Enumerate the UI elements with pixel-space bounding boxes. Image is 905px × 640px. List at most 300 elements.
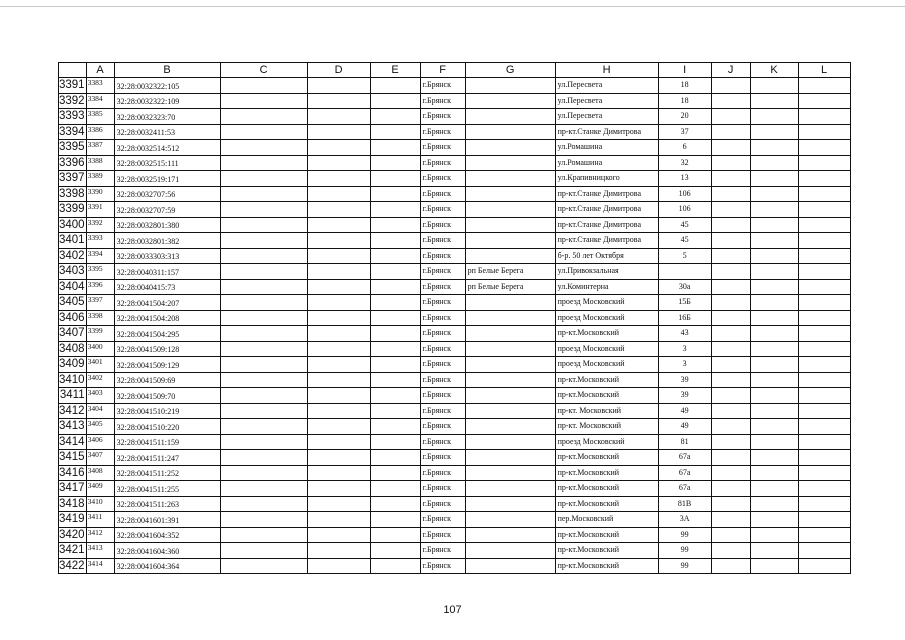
cell-f[interactable]: г.Брянск bbox=[420, 295, 465, 311]
cell-l[interactable] bbox=[798, 388, 850, 404]
cell-g[interactable]: рп Белые Берега bbox=[465, 279, 555, 295]
cell-d[interactable] bbox=[307, 388, 370, 404]
cell-f[interactable]: г.Брянск bbox=[420, 109, 465, 125]
row-number[interactable]: 3408 bbox=[59, 342, 85, 355]
cell-j[interactable] bbox=[711, 558, 750, 574]
cell-a[interactable]: 3386 bbox=[86, 124, 114, 140]
cell-h[interactable]: пр-кт.Московский bbox=[555, 527, 658, 543]
cell-a[interactable]: 3394 bbox=[86, 248, 114, 264]
cell-e[interactable] bbox=[370, 558, 420, 574]
cell-e[interactable] bbox=[370, 93, 420, 109]
cell-a[interactable]: 3393 bbox=[86, 233, 114, 249]
row-number[interactable]: 3406 bbox=[59, 311, 85, 324]
cell-k[interactable] bbox=[750, 78, 798, 94]
cell-c[interactable] bbox=[220, 512, 307, 528]
cell-d[interactable] bbox=[307, 171, 370, 187]
cell-a[interactable]: 3384 bbox=[86, 93, 114, 109]
cell-b[interactable]: 32:28:0041511:255 bbox=[114, 481, 220, 497]
cell-c[interactable] bbox=[220, 403, 307, 419]
cell-j[interactable] bbox=[711, 419, 750, 435]
cell-f[interactable]: г.Брянск bbox=[420, 341, 465, 357]
cell-h[interactable]: пр-кт.Станке Димитрова bbox=[555, 124, 658, 140]
cell-e[interactable] bbox=[370, 279, 420, 295]
cell-h[interactable]: ул.Ромашина bbox=[555, 155, 658, 171]
cell-j[interactable] bbox=[711, 248, 750, 264]
cell-h[interactable]: пр-кт.Московский bbox=[555, 326, 658, 342]
cell-l[interactable] bbox=[798, 403, 850, 419]
cell-c[interactable] bbox=[220, 434, 307, 450]
cell-d[interactable] bbox=[307, 124, 370, 140]
cell-k[interactable] bbox=[750, 341, 798, 357]
cell-d[interactable] bbox=[307, 109, 370, 125]
cell-l[interactable] bbox=[798, 295, 850, 311]
cell-g[interactable] bbox=[465, 233, 555, 249]
cell-h[interactable]: пр-кт.Московский bbox=[555, 481, 658, 497]
cell-e[interactable] bbox=[370, 527, 420, 543]
cell-i[interactable]: 67а bbox=[658, 481, 711, 497]
cell-g[interactable] bbox=[465, 481, 555, 497]
cell-k[interactable] bbox=[750, 279, 798, 295]
cell-e[interactable] bbox=[370, 171, 420, 187]
cell-c[interactable] bbox=[220, 388, 307, 404]
cell-j[interactable] bbox=[711, 217, 750, 233]
cell-f[interactable]: г.Брянск bbox=[420, 558, 465, 574]
cell-k[interactable] bbox=[750, 434, 798, 450]
cell-a[interactable]: 3413 bbox=[86, 543, 114, 559]
cell-i[interactable]: 49 bbox=[658, 419, 711, 435]
cell-h[interactable]: проезд Московский bbox=[555, 310, 658, 326]
cell-c[interactable] bbox=[220, 295, 307, 311]
cell-a[interactable]: 3400 bbox=[86, 341, 114, 357]
cell-h[interactable]: пр-кт.Станке Димитрова bbox=[555, 202, 658, 218]
cell-k[interactable] bbox=[750, 512, 798, 528]
cell-j[interactable] bbox=[711, 233, 750, 249]
cell-j[interactable] bbox=[711, 279, 750, 295]
cell-b[interactable]: 32:28:0032514:512 bbox=[114, 140, 220, 156]
cell-d[interactable] bbox=[307, 450, 370, 466]
cell-k[interactable] bbox=[750, 403, 798, 419]
cell-b[interactable]: 32:28:0032322:105 bbox=[114, 78, 220, 94]
cell-j[interactable] bbox=[711, 512, 750, 528]
cell-j[interactable] bbox=[711, 124, 750, 140]
cell-a[interactable]: 3405 bbox=[86, 419, 114, 435]
cell-f[interactable]: г.Брянск bbox=[420, 217, 465, 233]
cell-k[interactable] bbox=[750, 248, 798, 264]
cell-b[interactable]: 32:28:0041601:391 bbox=[114, 512, 220, 528]
cell-e[interactable] bbox=[370, 419, 420, 435]
cell-h[interactable]: б-р. 50 лет Октября bbox=[555, 248, 658, 264]
cell-e[interactable] bbox=[370, 481, 420, 497]
row-number[interactable]: 3398 bbox=[59, 187, 85, 200]
cell-l[interactable] bbox=[798, 78, 850, 94]
cell-j[interactable] bbox=[711, 388, 750, 404]
cell-d[interactable] bbox=[307, 543, 370, 559]
cell-h[interactable]: ул.Пересвета bbox=[555, 109, 658, 125]
cell-l[interactable] bbox=[798, 558, 850, 574]
cell-a[interactable]: 3390 bbox=[86, 186, 114, 202]
cell-d[interactable] bbox=[307, 496, 370, 512]
cell-c[interactable] bbox=[220, 140, 307, 156]
cell-a[interactable]: 3411 bbox=[86, 512, 114, 528]
cell-k[interactable] bbox=[750, 388, 798, 404]
cell-k[interactable] bbox=[750, 543, 798, 559]
cell-c[interactable] bbox=[220, 341, 307, 357]
cell-g[interactable] bbox=[465, 326, 555, 342]
cell-h[interactable]: проезд Московский bbox=[555, 341, 658, 357]
cell-i[interactable]: 67а bbox=[658, 450, 711, 466]
cell-i[interactable]: 5 bbox=[658, 248, 711, 264]
cell-g[interactable] bbox=[465, 372, 555, 388]
cell-l[interactable] bbox=[798, 217, 850, 233]
cell-a[interactable]: 3403 bbox=[86, 388, 114, 404]
row-number[interactable]: 3404 bbox=[59, 280, 85, 293]
column-header-j[interactable]: J bbox=[711, 63, 750, 78]
row-number[interactable]: 3396 bbox=[59, 156, 85, 169]
column-header-a[interactable]: A bbox=[86, 63, 114, 78]
cell-d[interactable] bbox=[307, 357, 370, 373]
cell-l[interactable] bbox=[798, 186, 850, 202]
row-number[interactable]: 3402 bbox=[59, 249, 85, 262]
cell-k[interactable] bbox=[750, 481, 798, 497]
cell-a[interactable]: 3407 bbox=[86, 450, 114, 466]
cell-i[interactable]: 81 bbox=[658, 434, 711, 450]
cell-c[interactable] bbox=[220, 78, 307, 94]
cell-f[interactable]: г.Брянск bbox=[420, 202, 465, 218]
cell-l[interactable] bbox=[798, 357, 850, 373]
cell-c[interactable] bbox=[220, 558, 307, 574]
row-number[interactable]: 3411 bbox=[59, 389, 85, 402]
cell-i[interactable]: 37 bbox=[658, 124, 711, 140]
cell-e[interactable] bbox=[370, 341, 420, 357]
cell-j[interactable] bbox=[711, 202, 750, 218]
cell-k[interactable] bbox=[750, 186, 798, 202]
cell-e[interactable] bbox=[370, 248, 420, 264]
cell-c[interactable] bbox=[220, 279, 307, 295]
cell-a[interactable]: 3397 bbox=[86, 295, 114, 311]
cell-k[interactable] bbox=[750, 295, 798, 311]
cell-h[interactable]: ул.Привокзальная bbox=[555, 264, 658, 280]
cell-c[interactable] bbox=[220, 155, 307, 171]
cell-j[interactable] bbox=[711, 372, 750, 388]
cell-g[interactable] bbox=[465, 109, 555, 125]
cell-g[interactable] bbox=[465, 543, 555, 559]
column-header-g[interactable]: G bbox=[465, 63, 555, 78]
row-number[interactable]: 3412 bbox=[59, 404, 85, 417]
cell-f[interactable]: г.Брянск bbox=[420, 233, 465, 249]
cell-f[interactable]: г.Брянск bbox=[420, 155, 465, 171]
cell-g[interactable] bbox=[465, 171, 555, 187]
cell-g[interactable] bbox=[465, 434, 555, 450]
cell-e[interactable] bbox=[370, 388, 420, 404]
cell-j[interactable] bbox=[711, 434, 750, 450]
cell-g[interactable]: рп Белые Берега bbox=[465, 264, 555, 280]
cell-g[interactable] bbox=[465, 496, 555, 512]
cell-b[interactable]: 32:28:0041604:364 bbox=[114, 558, 220, 574]
cell-e[interactable] bbox=[370, 217, 420, 233]
cell-k[interactable] bbox=[750, 326, 798, 342]
cell-d[interactable] bbox=[307, 558, 370, 574]
cell-g[interactable] bbox=[465, 78, 555, 94]
cell-d[interactable] bbox=[307, 512, 370, 528]
cell-k[interactable] bbox=[750, 558, 798, 574]
cell-d[interactable] bbox=[307, 326, 370, 342]
cell-d[interactable] bbox=[307, 264, 370, 280]
cell-k[interactable] bbox=[750, 155, 798, 171]
cell-b[interactable]: 32:28:0041511:252 bbox=[114, 465, 220, 481]
cell-l[interactable] bbox=[798, 109, 850, 125]
cell-i[interactable]: 106 bbox=[658, 186, 711, 202]
cell-e[interactable] bbox=[370, 434, 420, 450]
cell-l[interactable] bbox=[798, 527, 850, 543]
cell-j[interactable] bbox=[711, 403, 750, 419]
cell-h[interactable]: пр-кт.Станке Димитрова bbox=[555, 186, 658, 202]
cell-c[interactable] bbox=[220, 124, 307, 140]
cell-f[interactable]: г.Брянск bbox=[420, 279, 465, 295]
cell-b[interactable]: 32:28:0032323:70 bbox=[114, 109, 220, 125]
cell-f[interactable]: г.Брянск bbox=[420, 186, 465, 202]
cell-f[interactable]: г.Брянск bbox=[420, 357, 465, 373]
cell-h[interactable]: ул.Коминтерна bbox=[555, 279, 658, 295]
cell-h[interactable]: пр-кт.Станке Димитрова bbox=[555, 217, 658, 233]
cell-f[interactable]: г.Брянск bbox=[420, 543, 465, 559]
cell-i[interactable]: 39 bbox=[658, 372, 711, 388]
cell-l[interactable] bbox=[798, 93, 850, 109]
cell-k[interactable] bbox=[750, 171, 798, 187]
cell-c[interactable] bbox=[220, 233, 307, 249]
cell-a[interactable]: 3383 bbox=[86, 78, 114, 94]
cell-h[interactable]: пр-кт.Московский bbox=[555, 388, 658, 404]
row-number[interactable]: 3399 bbox=[59, 203, 85, 216]
row-number[interactable]: 3421 bbox=[59, 544, 85, 557]
cell-j[interactable] bbox=[711, 496, 750, 512]
cell-l[interactable] bbox=[798, 543, 850, 559]
cell-b[interactable]: 32:28:0032707:59 bbox=[114, 202, 220, 218]
cell-i[interactable]: 45 bbox=[658, 233, 711, 249]
cell-g[interactable] bbox=[465, 357, 555, 373]
cell-h[interactable]: пр-кт.Московский bbox=[555, 558, 658, 574]
cell-a[interactable]: 3408 bbox=[86, 465, 114, 481]
cell-l[interactable] bbox=[798, 310, 850, 326]
row-number[interactable]: 3414 bbox=[59, 435, 85, 448]
cell-j[interactable] bbox=[711, 543, 750, 559]
cell-e[interactable] bbox=[370, 326, 420, 342]
cell-c[interactable] bbox=[220, 186, 307, 202]
cell-f[interactable]: г.Брянск bbox=[420, 388, 465, 404]
cell-j[interactable] bbox=[711, 341, 750, 357]
column-header-k[interactable]: K bbox=[750, 63, 798, 78]
cell-j[interactable] bbox=[711, 310, 750, 326]
cell-i[interactable]: 18 bbox=[658, 78, 711, 94]
cell-g[interactable] bbox=[465, 140, 555, 156]
cell-b[interactable]: 32:28:0033303:313 bbox=[114, 248, 220, 264]
cell-a[interactable]: 3406 bbox=[86, 434, 114, 450]
cell-c[interactable] bbox=[220, 357, 307, 373]
cell-d[interactable] bbox=[307, 140, 370, 156]
cell-c[interactable] bbox=[220, 496, 307, 512]
cell-c[interactable] bbox=[220, 481, 307, 497]
cell-f[interactable]: г.Брянск bbox=[420, 264, 465, 280]
cell-i[interactable]: 32 bbox=[658, 155, 711, 171]
cell-h[interactable]: проезд Московский bbox=[555, 295, 658, 311]
row-number[interactable]: 3400 bbox=[59, 218, 85, 231]
cell-j[interactable] bbox=[711, 357, 750, 373]
row-number[interactable]: 3407 bbox=[59, 327, 85, 340]
cell-b[interactable]: 32:28:0032519:171 bbox=[114, 171, 220, 187]
cell-l[interactable] bbox=[798, 341, 850, 357]
cell-k[interactable] bbox=[750, 233, 798, 249]
cell-g[interactable] bbox=[465, 450, 555, 466]
cell-b[interactable]: 32:28:0032801:382 bbox=[114, 233, 220, 249]
cell-k[interactable] bbox=[750, 264, 798, 280]
cell-l[interactable] bbox=[798, 155, 850, 171]
cell-a[interactable]: 3396 bbox=[86, 279, 114, 295]
cell-c[interactable] bbox=[220, 93, 307, 109]
cell-g[interactable] bbox=[465, 124, 555, 140]
cell-c[interactable] bbox=[220, 310, 307, 326]
cell-b[interactable]: 32:28:0041509:70 bbox=[114, 388, 220, 404]
row-number[interactable]: 3392 bbox=[59, 94, 85, 107]
cell-a[interactable]: 3392 bbox=[86, 217, 114, 233]
cell-c[interactable] bbox=[220, 248, 307, 264]
cell-k[interactable] bbox=[750, 465, 798, 481]
cell-j[interactable] bbox=[711, 450, 750, 466]
cell-a[interactable]: 3401 bbox=[86, 357, 114, 373]
cell-b[interactable]: 32:28:0040415:73 bbox=[114, 279, 220, 295]
cell-h[interactable]: ул.Ромашина bbox=[555, 140, 658, 156]
cell-l[interactable] bbox=[798, 202, 850, 218]
cell-d[interactable] bbox=[307, 78, 370, 94]
cell-k[interactable] bbox=[750, 93, 798, 109]
cell-d[interactable] bbox=[307, 155, 370, 171]
cell-k[interactable] bbox=[750, 496, 798, 512]
cell-b[interactable]: 32:28:0032707:56 bbox=[114, 186, 220, 202]
cell-h[interactable]: пр-кт. Московский bbox=[555, 419, 658, 435]
cell-d[interactable] bbox=[307, 233, 370, 249]
row-number[interactable]: 3393 bbox=[59, 110, 85, 123]
cell-d[interactable] bbox=[307, 465, 370, 481]
cell-h[interactable]: пр-кт.Московский bbox=[555, 450, 658, 466]
cell-i[interactable]: 49 bbox=[658, 403, 711, 419]
cell-f[interactable]: г.Брянск bbox=[420, 419, 465, 435]
cell-g[interactable] bbox=[465, 419, 555, 435]
cell-c[interactable] bbox=[220, 543, 307, 559]
cell-i[interactable]: 13 bbox=[658, 171, 711, 187]
cell-g[interactable] bbox=[465, 217, 555, 233]
cell-g[interactable] bbox=[465, 341, 555, 357]
cell-g[interactable] bbox=[465, 310, 555, 326]
cell-b[interactable]: 32:28:0041509:129 bbox=[114, 357, 220, 373]
column-header-d[interactable]: D bbox=[307, 63, 370, 78]
cell-f[interactable]: г.Брянск bbox=[420, 140, 465, 156]
cell-d[interactable] bbox=[307, 403, 370, 419]
row-number[interactable]: 3418 bbox=[59, 497, 85, 510]
cell-k[interactable] bbox=[750, 357, 798, 373]
cell-j[interactable] bbox=[711, 264, 750, 280]
cell-d[interactable] bbox=[307, 202, 370, 218]
cell-b[interactable]: 32:28:0040311:157 bbox=[114, 264, 220, 280]
cell-f[interactable]: г.Брянск bbox=[420, 527, 465, 543]
cell-i[interactable]: 15Б bbox=[658, 295, 711, 311]
cell-i[interactable]: 81В bbox=[658, 496, 711, 512]
cell-i[interactable]: 20 bbox=[658, 109, 711, 125]
cell-k[interactable] bbox=[750, 527, 798, 543]
cell-j[interactable] bbox=[711, 481, 750, 497]
cell-f[interactable]: г.Брянск bbox=[420, 372, 465, 388]
row-number[interactable]: 3401 bbox=[59, 234, 85, 247]
cell-b[interactable]: 32:28:0032411:53 bbox=[114, 124, 220, 140]
cell-d[interactable] bbox=[307, 341, 370, 357]
cell-k[interactable] bbox=[750, 310, 798, 326]
cell-j[interactable] bbox=[711, 326, 750, 342]
cell-e[interactable] bbox=[370, 403, 420, 419]
cell-e[interactable] bbox=[370, 186, 420, 202]
cell-j[interactable] bbox=[711, 171, 750, 187]
cell-g[interactable] bbox=[465, 403, 555, 419]
cell-f[interactable]: г.Брянск bbox=[420, 512, 465, 528]
cell-h[interactable]: пр-кт. Московский bbox=[555, 403, 658, 419]
row-number[interactable]: 3422 bbox=[59, 559, 85, 572]
cell-d[interactable] bbox=[307, 434, 370, 450]
cell-f[interactable]: г.Брянск bbox=[420, 403, 465, 419]
cell-i[interactable]: 106 bbox=[658, 202, 711, 218]
cell-c[interactable] bbox=[220, 419, 307, 435]
cell-b[interactable]: 32:28:0032322:109 bbox=[114, 93, 220, 109]
cell-e[interactable] bbox=[370, 543, 420, 559]
cell-h[interactable]: пр-кт.Московский bbox=[555, 372, 658, 388]
cell-b[interactable]: 32:28:0041511:159 bbox=[114, 434, 220, 450]
cell-b[interactable]: 32:28:0041504:295 bbox=[114, 326, 220, 342]
cell-e[interactable] bbox=[370, 264, 420, 280]
cell-j[interactable] bbox=[711, 295, 750, 311]
row-number[interactable]: 3420 bbox=[59, 528, 85, 541]
cell-e[interactable] bbox=[370, 512, 420, 528]
cell-d[interactable] bbox=[307, 310, 370, 326]
cell-g[interactable] bbox=[465, 155, 555, 171]
cell-f[interactable]: г.Брянск bbox=[420, 481, 465, 497]
cell-h[interactable]: пер.Московский bbox=[555, 512, 658, 528]
cell-e[interactable] bbox=[370, 155, 420, 171]
cell-i[interactable]: 99 bbox=[658, 543, 711, 559]
cell-g[interactable] bbox=[465, 93, 555, 109]
cell-l[interactable] bbox=[798, 279, 850, 295]
column-header-i[interactable]: I bbox=[658, 63, 711, 78]
cell-a[interactable]: 3398 bbox=[86, 310, 114, 326]
cell-c[interactable] bbox=[220, 171, 307, 187]
cell-i[interactable]: 99 bbox=[658, 527, 711, 543]
cell-e[interactable] bbox=[370, 496, 420, 512]
row-number[interactable]: 3391 bbox=[59, 79, 85, 92]
cell-e[interactable] bbox=[370, 372, 420, 388]
cell-b[interactable]: 32:28:0041510:219 bbox=[114, 403, 220, 419]
cell-i[interactable]: 67а bbox=[658, 465, 711, 481]
corner-cell[interactable] bbox=[59, 63, 87, 78]
column-header-b[interactable]: B bbox=[114, 63, 220, 78]
cell-f[interactable]: г.Брянск bbox=[420, 496, 465, 512]
cell-g[interactable] bbox=[465, 388, 555, 404]
cell-j[interactable] bbox=[711, 186, 750, 202]
cell-h[interactable]: пр-кт.Московский bbox=[555, 496, 658, 512]
cell-e[interactable] bbox=[370, 295, 420, 311]
cell-d[interactable] bbox=[307, 279, 370, 295]
cell-b[interactable]: 32:28:0041604:360 bbox=[114, 543, 220, 559]
cell-j[interactable] bbox=[711, 527, 750, 543]
cell-i[interactable]: 3А bbox=[658, 512, 711, 528]
cell-b[interactable]: 32:28:0041511:263 bbox=[114, 496, 220, 512]
cell-g[interactable] bbox=[465, 558, 555, 574]
cell-c[interactable] bbox=[220, 326, 307, 342]
cell-k[interactable] bbox=[750, 109, 798, 125]
cell-a[interactable]: 3414 bbox=[86, 558, 114, 574]
